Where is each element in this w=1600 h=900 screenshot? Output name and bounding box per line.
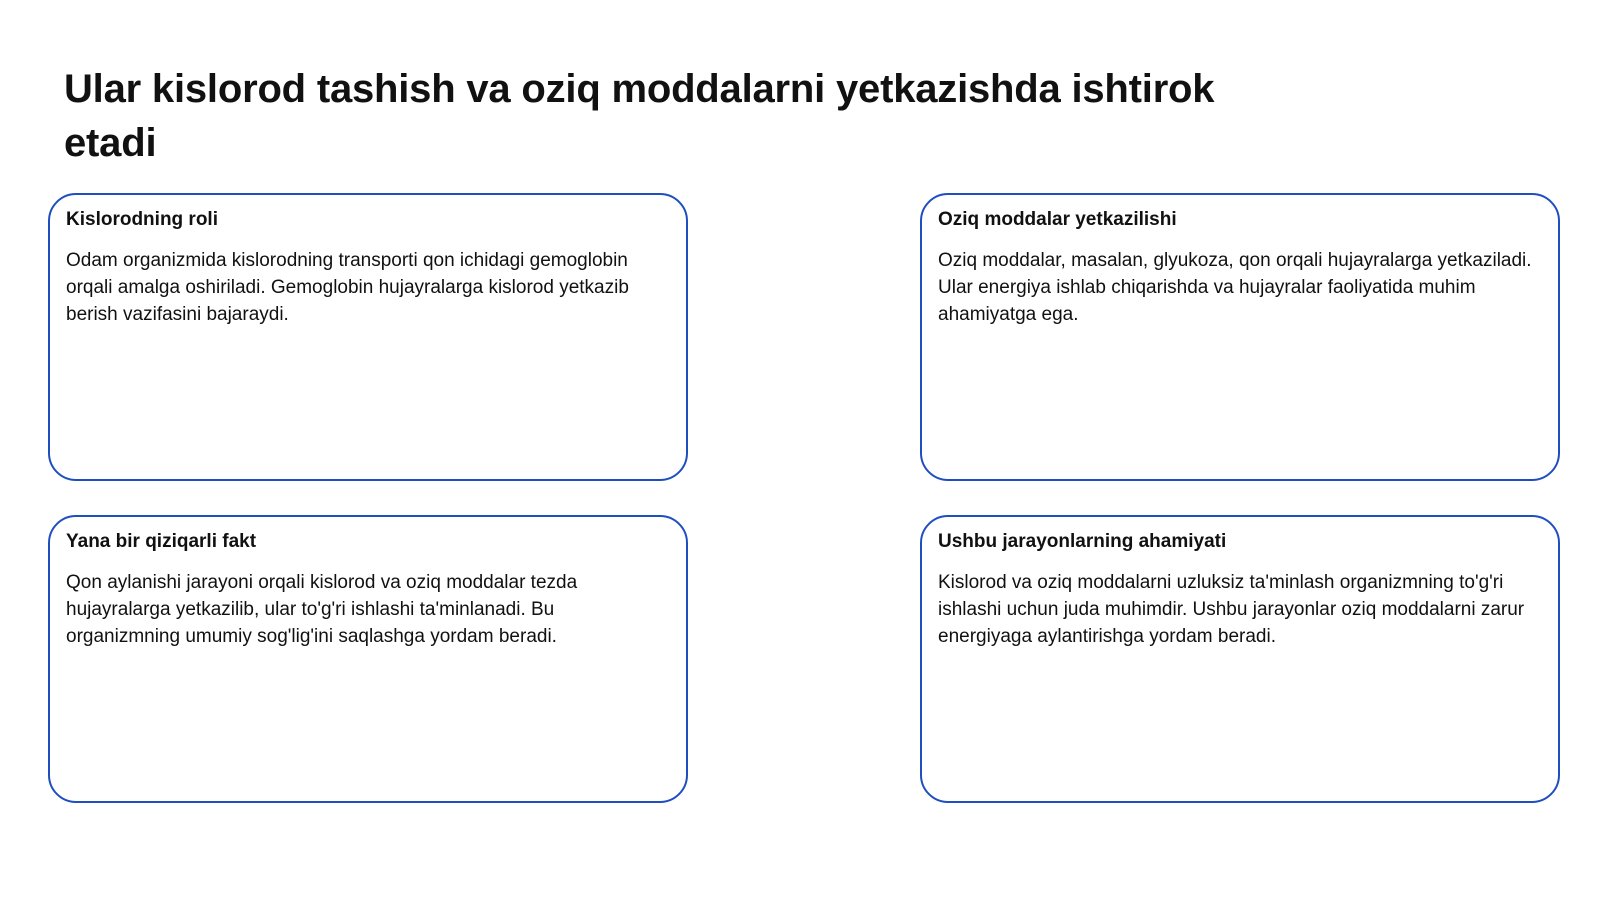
card-title: Yana bir qiziqarli fakt: [66, 531, 257, 552]
card-title: Ushbu jarayonlarning ahamiyati: [938, 531, 1227, 552]
slide-title: Ular kislorod tashish va oziq moddalarni yetkazishda ishtirok etadi: [64, 67, 1215, 165]
card-nutrient-delivery: [920, 193, 1560, 481]
card-text: Qon aylanishi jarayoni orqali kislorod va oziq moddalar tezda hujayralarga yetkazilib, ular to'g'ri ishlashi ta'minlanadi. Bu organizmning umumiy sog'lig'ini saqlashga yordam beradi.: [66, 572, 578, 647]
card-oxygen-role: [48, 193, 688, 481]
card-interesting-fact: [48, 515, 688, 803]
card-title: Kislorodning roli: [66, 209, 218, 230]
card-title: Oziq moddalar yetkazilishi: [938, 209, 1177, 230]
card-text: Odam organizmida kislorodning transporti qon ichidagi gemoglobin orqali amalga oshiriladi. Gemoglobin hujayralarga kislorod yetkazib berish vazifasini bajaraydi.: [66, 250, 629, 325]
card-process-importance: [920, 515, 1560, 803]
card-text: Oziq moddalar, masalan, glyukoza, qon orqali hujayralarga yetkaziladi. Ular energiya ishlab chiqarishda va hujayralar faoliyatida muhim ahamiyatga ega.: [938, 250, 1532, 325]
card-text: Kislorod va oziq moddalarni uzluksiz ta'minlash organizmning to'g'ri ishlashi uchun juda muhimdir. Ushbu jarayonlar oziq moddalarni zarur energiyaga aylantirishga yordam beradi.: [938, 572, 1525, 647]
